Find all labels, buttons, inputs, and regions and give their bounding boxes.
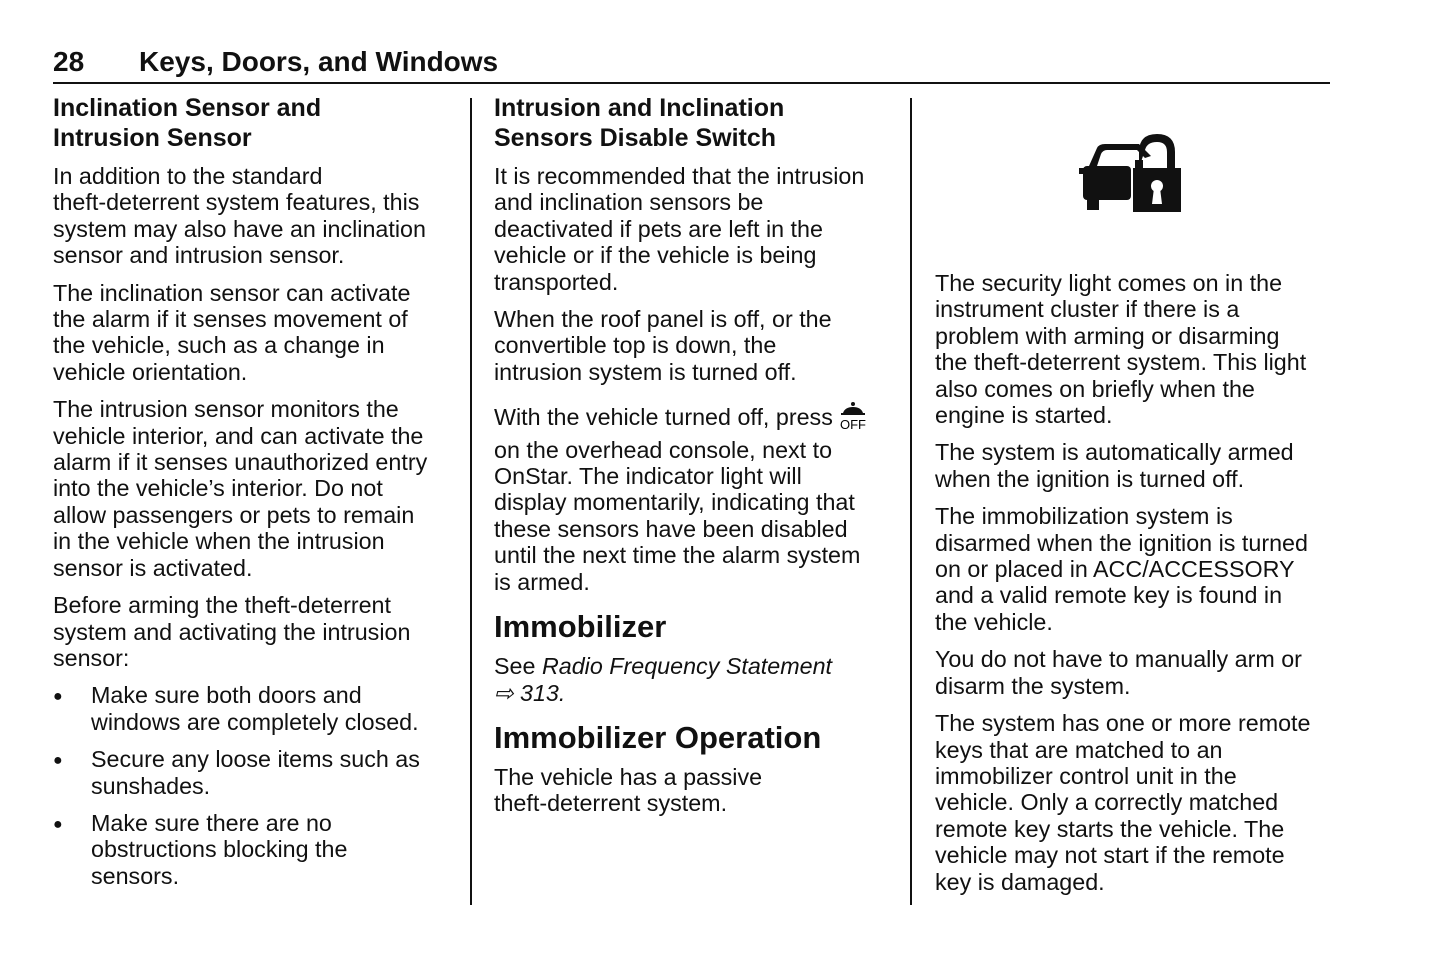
paragraph: Before arming the theft-deterrent system and activating the intrusion sensor: xyxy=(53,592,411,671)
paragraph: You do not have to manually arm or disarm the system. xyxy=(935,646,1302,699)
page-number: 28 xyxy=(53,46,85,77)
column-1 xyxy=(53,94,453,900)
bullet-list xyxy=(53,682,453,889)
paragraph: The vehicle has a passive theft-deterrent system. xyxy=(494,763,763,817)
header-rule xyxy=(53,82,1330,84)
paragraph: The intrusion sensor monitors the vehicle interior, and can activate the alarm if it senses unauthorized entry into the vehicle’s interior. Do not allow passengers or pets to remain in the vehicle when the intrusion sensor is activated. xyxy=(53,396,428,581)
list-item: ● Make sure both doors and windows are completely closed. xyxy=(53,682,453,735)
section-heading-operation: Immobilizer Operation xyxy=(494,719,822,755)
paragraph: The inclination sensor can activate the alarm if it senses movement of the vehicle, such as a change in vehicle orientation. xyxy=(53,279,411,385)
svg-text:OFF: OFF xyxy=(840,417,867,432)
reference-link[interactable]: Radio Frequency Statement xyxy=(541,653,833,680)
text: on the overhead console, next to OnStar. The indicator light will display momentarily, indicating that these sensors have been disabled until the next time the alarm system is armed. xyxy=(494,436,861,595)
section-heading-immobilizer: Immobilizer xyxy=(494,609,667,645)
page-reference[interactable]: ⇨ 313. xyxy=(494,679,566,706)
paragraph: The security light comes on in the instrument cluster if there is a problem with arming or disarming the theft-deterrent system. This light also comes on briefly when the engine is started. xyxy=(935,270,1307,429)
paragraph: When the roof panel is off, or the convertible top is down, the intrusion system is turned off. xyxy=(494,306,832,385)
column-divider xyxy=(470,98,472,905)
list-item: ● Secure any loose items such as sunshades. xyxy=(53,746,453,799)
page-header xyxy=(53,46,498,78)
security-light-icon xyxy=(1079,130,1183,214)
list-item: ● Make sure there are no obstructions blocking the sensors. xyxy=(53,810,453,889)
column-divider xyxy=(910,98,912,905)
column-2 xyxy=(494,94,894,828)
paragraph: The system has one or more remote keys that are matched to an immobilizer control unit in the vehicle. Only a correctly matched remote key starts the vehicle. The vehicle may not start if the remote key is damaged. xyxy=(935,710,1311,895)
paragraph: In addition to the standard theft-deterrent system features, this system may also have an inclination sensor and intrusion sensor. xyxy=(53,163,426,269)
column-3 xyxy=(935,94,1335,906)
section-heading: Intrusion and Inclination Sensors Disable Switch xyxy=(494,94,785,152)
paragraph: The system is automatically armed when the ignition is turned off. xyxy=(935,439,1294,492)
text: With the vehicle turned off, press xyxy=(494,404,840,431)
chapter-title: Keys, Doors, and Windows xyxy=(139,46,499,77)
paragraph: It is recommended that the intrusion and inclination sensors be deactivated if pets are left in the vehicle or if the vehicle is being transported. xyxy=(494,163,865,295)
intrusion-off-icon xyxy=(839,401,867,436)
paragraph: The immobilization system is disarmed when the ignition is turned on or placed in ACC/ACCESSORY and a valid remote key is found in the vehicle. xyxy=(935,503,1308,635)
paragraph xyxy=(494,401,894,595)
cross-reference: See Radio Frequency Statement ⇨ 313. xyxy=(494,653,833,706)
section-heading: Inclination Sensor and Intrusion Sensor xyxy=(53,94,322,152)
